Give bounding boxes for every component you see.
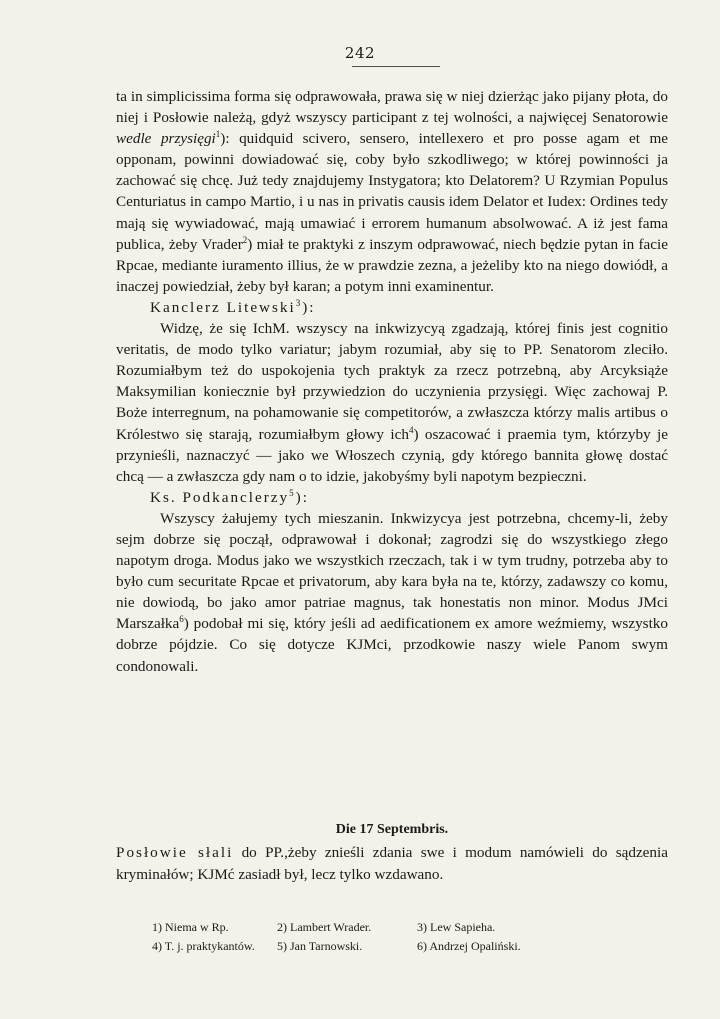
main-text: [116, 86, 668, 677]
footnote-1: 1) Niema w Rp.: [152, 920, 229, 934]
footnote-3: 3) Lew Sapieha.: [417, 920, 496, 934]
text-run: Wszyscy żałujemy tych mieszanin. Inkwizycya jest potrzebna, chcemy-li, żeby sejm dobrze się począł, odprawował i dokonał; zagrodzi się do wszystkiego złego napotym droga. Modus jako we wszystkich rzeczach, tak i w tym trudny, potrzeba aby to było cum securitate Rpcae et privatorum, aby kara była na te, którzy, zadawszy co komu, nie dowiodą, bo jako amor patriae magnus, tak honestatis non minor. Modus JMci Marszałka: [116, 509, 668, 633]
footnotes: [152, 918, 672, 956]
text-run: ):: [295, 488, 309, 506]
footnote-5: 5) Jan Tarnowski.: [277, 939, 363, 953]
footnote-4: 4) T. j. praktykantów.: [152, 939, 255, 953]
header-rule: [352, 66, 440, 67]
footnote-row-1: [152, 918, 672, 937]
text-run: ) podobał mi się, który jeśli ad aedificationem ex amore weźmiemy, wszystko dobrze pójdzie. Co się dotycze KJMci, przodkowie naszy wiele Panom swym condonowali.: [116, 615, 668, 675]
footnote-2: 2) Lambert Wrader.: [277, 920, 372, 934]
text-run: ):: [302, 298, 316, 316]
text-run: Widzę, że się IchM. wszyscy na inkwizycyą zgadzają, której finis jest cognitio veritatis, de modo tylko variatur; jabym rozumiał, aby się to PP. Senatorom zleciło. Rozumiałbym też do uspokojenia tych praktyk za rzecz potrzebną, aby Arcyksiąże Maksymilian koniecznie był przywiedzion do uczynienia przysięgi. Więc zachowaj P. Boże interregnum, na pohamowanie się competitorów, a zwłaszcza którzy malis artibus o Królestwo się starają, rozumiałbym głowy ich: [116, 320, 668, 443]
text-run: ) oszacować i praemia tym, którzyby je przynieśli, naznaczyć — jako we Włoszech czynią, gdy którego bannita głowę dostać chcą — a zwłaszcza gdy nam o to idzie, jakobyśmy byli napotym bezpieczni.: [116, 425, 668, 485]
date-heading: Die 17 Septembris.: [335, 822, 449, 837]
text-run: ): quidquid scivero, sensero, intellexero et pro posse agam et me opponam, powinni dowiadować się, coby było szkodliwego; w której powinności ja zachować się chcę. Już tedy znajdujemy Instygatora; kto Delatorem? U Rzymian Populus Centuriatus in campo Martio, i u nas in privatis causis idem Delator et Iudex: Ordines tedy mają się wywiadować, mają umawiać i errorem humanum absolwować. A iż jest fama publica, żeby Vrader: [116, 130, 668, 253]
footnote-ref: 4: [408, 424, 414, 435]
closing-paragraph: [116, 842, 668, 885]
text-run: Kanclerz Litewski: [150, 298, 296, 316]
paragraph: [116, 508, 668, 677]
closing-lead: Posłowie słali: [116, 844, 234, 861]
footnote-ref: 6: [179, 614, 184, 625]
footnote-ref: 2: [242, 234, 248, 245]
speaker-heading: [116, 487, 668, 508]
text-run: Ks. Podkanclerzy: [150, 488, 290, 506]
speaker-heading: [116, 297, 668, 318]
paragraph: [116, 86, 668, 297]
emphasized-text: wedle przysięgi: [116, 130, 216, 148]
closing-rest: do PP.,żeby znieśli zdania swe i modum namówieli do sądzenia kryminałów; KJMć zasiadł był, lecz tylko wzdawano.: [116, 844, 668, 883]
footnote-ref: 5: [289, 487, 296, 498]
footnote-6: 6) Andrzej Opaliński.: [417, 939, 521, 953]
footnote-ref: 3: [295, 297, 303, 308]
footnote-ref: 1: [215, 129, 221, 140]
text-run: ta in simplicissima forma się odprawowała, prawa się w niej dzierżąc jako pijany płota, do niej i Posłowie należą, gdyż wszyscy participant z tej wolności, a najwięcej Senatorowie: [116, 88, 668, 127]
paragraph: [116, 318, 668, 487]
text-run: ) miał te praktyki z inszym odprawować, niech będzie pytan in facie Rpcae, mediante iuramento illius, że w prawdzie zezna, a jeżeliby kto na niego dowiódł, a inaczej powiedział, żeby był karan; a potym inni examinentur.: [116, 235, 668, 295]
footnote-row-2: [152, 937, 672, 956]
page-number: 242: [344, 44, 376, 62]
